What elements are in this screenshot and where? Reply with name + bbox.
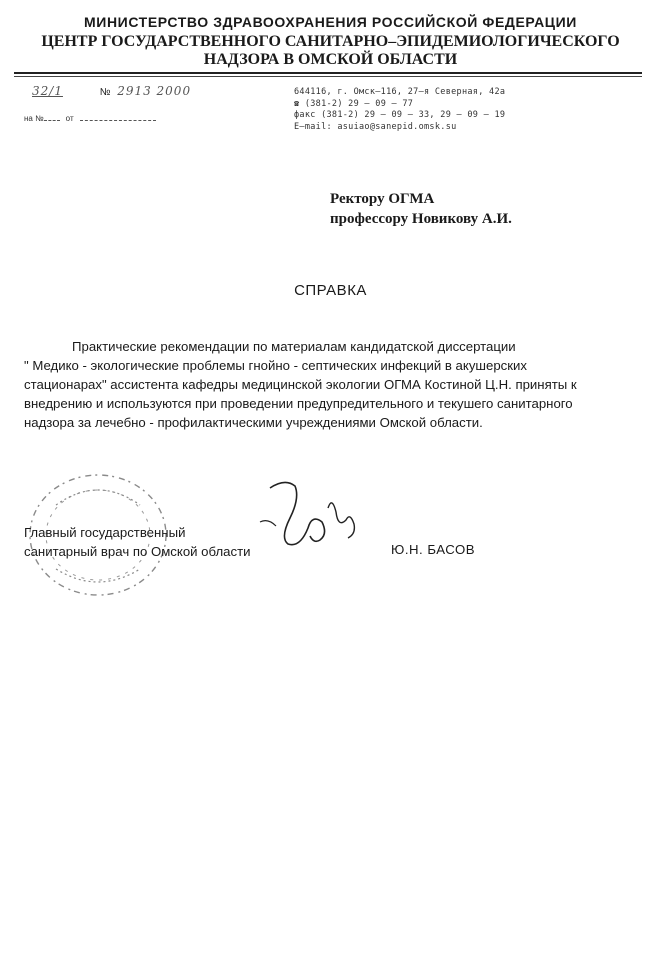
- header-rule-thin: [14, 76, 642, 77]
- phone-number: (381-2) 29 – 09 – 77: [304, 98, 414, 109]
- fax-line: факс (381-2) 29 – 09 – 33, 29 – 09 – 19: [294, 110, 506, 120]
- reference-line: [24, 114, 156, 123]
- body-line5: надзора за лечебно - профилактическими учреждениями Омской области.: [24, 415, 483, 430]
- signatory-title-line2: санитарный врач по Омской области: [24, 544, 251, 559]
- signatory-title: [24, 523, 251, 561]
- header-rule-thick: [14, 72, 642, 74]
- registration-number: [24, 84, 274, 100]
- addressee-line1: Ректору ОГМА: [330, 191, 435, 207]
- handwritten-date: 32/1: [32, 84, 63, 98]
- ref-prefix: на №: [24, 114, 44, 123]
- number-label: №: [99, 87, 111, 98]
- addressee-block: [330, 189, 512, 229]
- contact-block: [294, 87, 505, 133]
- body-line3: стационарах" ассистента кафедры медицинской экологии ОГМА Костиной Ц.Н. приняты к: [24, 377, 577, 392]
- body-line2: " Медико - экологические проблемы гнойно - септических инфекций в акушерских: [24, 358, 527, 373]
- body-line1: Практические рекомендации по материалам кандидатской диссертации: [72, 339, 516, 354]
- telephone-icon: ☎: [294, 98, 300, 109]
- addressee-line2: профессору Новикову А.И.: [330, 211, 512, 227]
- ministry-heading: МИНИСТЕРСТВО ЗДРАВООХРАНЕНИЯ РОССИЙСКОЙ ФЕДЕРАЦИИ: [84, 14, 577, 30]
- handwritten-signature: [250, 478, 380, 558]
- handwritten-number: 2913 2000: [117, 84, 192, 98]
- ref-number-blank: [44, 120, 60, 121]
- phone-line: [294, 99, 505, 111]
- address-line: 644116, г. Омск–116, 27–я Северная, 42а: [294, 87, 506, 97]
- certificate-body: [24, 337, 624, 432]
- ref-date-blank: [80, 120, 156, 121]
- organization-name-line1: ЦЕНТР ГОСУДАРСТВЕННОГО САНИТАРНО–ЭПИДЕМИОЛОГИЧЕСКОГО: [41, 33, 620, 50]
- document-title: СПРАВКА: [294, 282, 367, 299]
- signatory-title-line1: Главный государственный: [24, 525, 186, 540]
- organization-name: [0, 33, 661, 69]
- email-line: E–mail: asuiao@sanepid.omsk.su: [294, 121, 457, 132]
- signatory-name: Ю.Н. БАСОВ: [391, 542, 475, 557]
- ref-from: от: [65, 114, 74, 123]
- organization-name-line2: НАДЗОРА В ОМСКОЙ ОБЛАСТИ: [203, 51, 458, 68]
- body-line4: внедрению и используются при проведении предупредительного и текушего санитарного: [24, 396, 573, 411]
